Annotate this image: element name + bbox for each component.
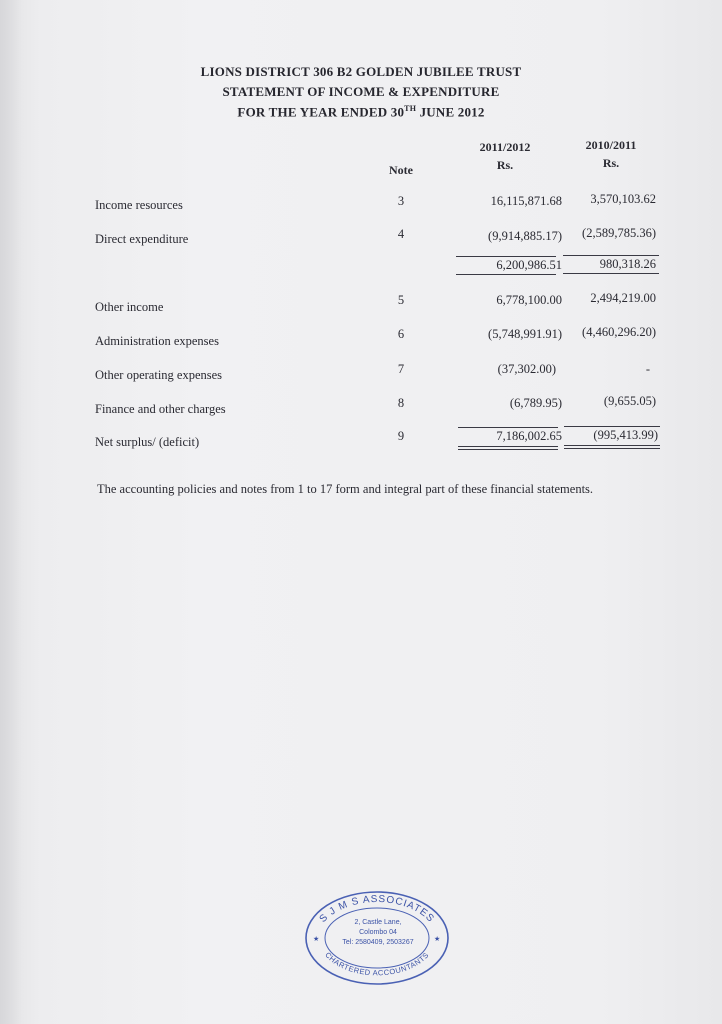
subtotal-rule-top <box>563 255 659 256</box>
row-note: 6 <box>397 327 405 341</box>
row-note: 4 <box>397 227 405 241</box>
row-note: 9 <box>397 429 405 443</box>
row-value-2011-2012: (37,302.00) <box>497 362 556 376</box>
stamp-address-line1: 2, Castle Lane, <box>354 919 402 926</box>
period-superscript: TH <box>404 104 417 113</box>
trust-name-heading: LIONS DISTRICT 306 B2 GOLDEN JUBILEE TRUST <box>200 64 522 79</box>
row-value-2011-2012: (9,914,885.17) <box>488 229 562 243</box>
total-rule-top <box>458 427 558 428</box>
total-double-rule <box>458 449 558 450</box>
col-header-2011-2012: 2011/2012 <box>479 140 531 154</box>
col-header-2011-2012-unit: Rs. <box>496 158 514 172</box>
subtotal-rule-bottom <box>563 273 659 274</box>
row-label: Finance and other charges <box>95 402 226 416</box>
row-note: 7 <box>397 362 405 376</box>
total-value-2010-2011: (995,413.99) <box>593 428 658 442</box>
row-value-2010-2011: - <box>645 362 650 376</box>
row-value-2010-2011: 3,570,103.62 <box>590 192 656 206</box>
subtotal-value-2011-2012: 6,200,986.51 <box>496 258 562 272</box>
row-value-2011-2012: 6,778,100.00 <box>496 293 562 307</box>
col-header-2010-2011: 2010/2011 <box>585 138 637 152</box>
period-suffix: JUNE 2012 <box>416 104 485 120</box>
row-value-2010-2011: (2,589,785.36) <box>582 226 656 240</box>
svg-text:CHARTERED ACCOUNTANTS <box>323 950 430 977</box>
col-header-2010-2011-unit: Rs. <box>602 156 620 170</box>
stamp-address-line2: Colombo 04 <box>359 929 397 936</box>
subtotal-rule-top <box>456 256 556 257</box>
row-value-2011-2012: (5,748,991.91) <box>488 327 562 341</box>
row-value-2011-2012: 16,115,871.68 <box>490 194 562 208</box>
subtotal-value-2010-2011: 980,318.26 <box>599 257 656 271</box>
stamp-phone: Tel: 2580409, 2503267 <box>342 939 414 946</box>
row-note: 5 <box>397 293 405 307</box>
row-label: Other income <box>95 300 164 314</box>
row-label: Income resources <box>95 198 183 212</box>
subtotal-rule-bottom <box>456 274 556 275</box>
row-label: Direct expenditure <box>95 232 189 246</box>
statement-title: STATEMENT OF INCOME & EXPENDITURE <box>222 84 500 99</box>
page-fold-shadow <box>0 0 22 1024</box>
row-label: Administration expenses <box>95 334 219 348</box>
period-prefix: FOR THE YEAR ENDED 30 <box>237 104 405 120</box>
row-label: Other operating expenses <box>95 368 223 382</box>
col-header-note: Note <box>389 163 413 177</box>
row-note: 8 <box>397 396 405 410</box>
total-rule-top <box>564 426 660 427</box>
row-value-2011-2012: (6,789.95) <box>509 396 562 410</box>
stamp-star-right-icon: ★ <box>434 936 441 943</box>
total-double-rule <box>564 445 660 446</box>
period-title <box>0 104 722 120</box>
row-note: 3 <box>397 194 405 208</box>
stamp-top-text: S J M S ASSOCIATES <box>317 893 437 925</box>
total-double-rule <box>564 448 660 449</box>
total-value-2011-2012: 7,186,002.65 <box>496 429 562 443</box>
stamp-star-left-icon: ★ <box>313 936 320 943</box>
stamp-bottom-text: CHARTERED ACCOUNTANTS <box>323 950 431 978</box>
row-label: Net surplus/ (deficit) <box>95 435 200 449</box>
accounting-policies-note: The accounting policies and notes from 1 to 17 form and integral part of these financial statements. <box>97 482 594 496</box>
stamp-address <box>338 918 418 948</box>
row-value-2010-2011: 2,494,219.00 <box>590 291 656 305</box>
total-double-rule <box>458 446 558 447</box>
row-value-2010-2011: (9,655.05) <box>603 394 656 408</box>
row-value-2010-2011: (4,460,296.20) <box>582 325 656 339</box>
auditor-stamp <box>302 888 452 988</box>
